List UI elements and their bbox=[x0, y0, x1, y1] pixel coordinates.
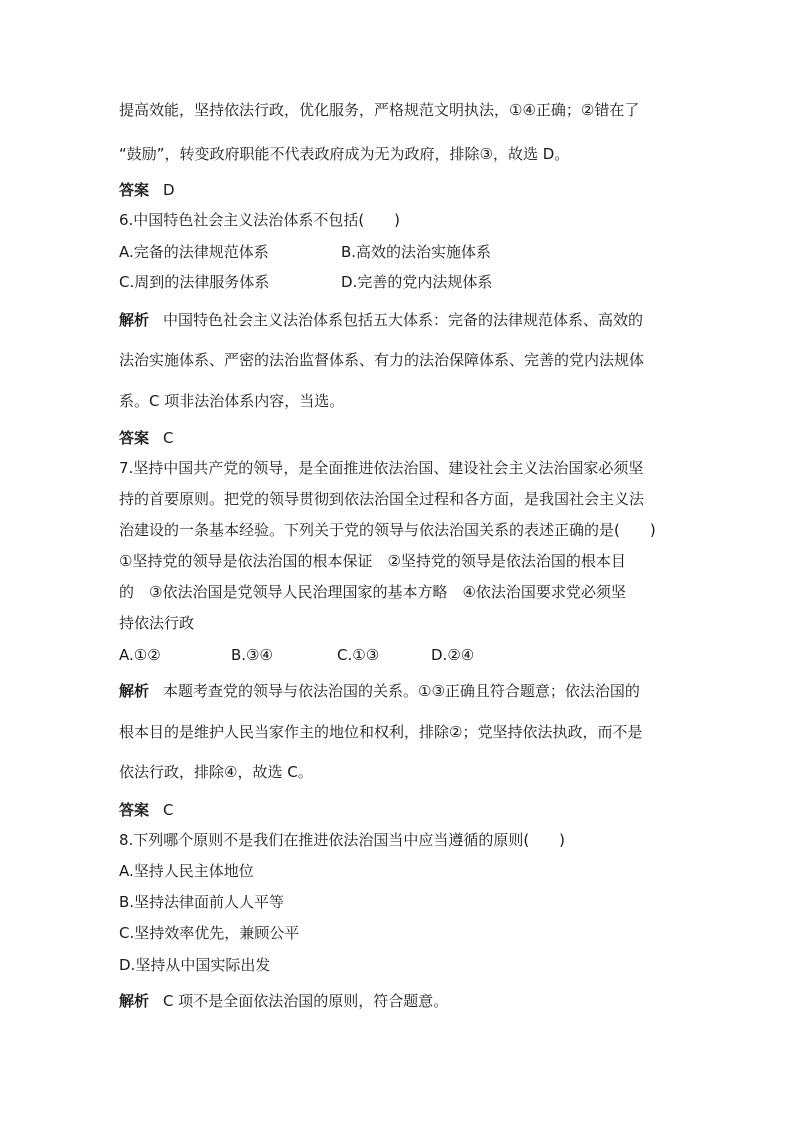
q7-analysis-line-3: 依法行政，排除④，故选 C。 bbox=[119, 763, 313, 781]
q7-analysis-line-2: 根本目的是维护人民当家作主的地位和权利，排除②；党坚持依法执政，而不是 bbox=[119, 723, 643, 741]
q7-stem-line-4: ①坚持党的领导是依法治国的根本保证 ②坚持党的领导是依法治国的根本目 bbox=[119, 552, 626, 570]
q8-analysis-text: C 项不是全面依法治国的原则，符合题意。 bbox=[163, 992, 449, 1010]
q6-option-a: A.完备的法律规范体系 bbox=[119, 243, 269, 261]
analysis-label: 解析 bbox=[119, 992, 150, 1010]
analysis-label: 解析 bbox=[119, 682, 150, 700]
q6-answer bbox=[119, 428, 174, 448]
q6-stem: 6.中国特色社会主义法治体系不包括( ) bbox=[119, 211, 401, 229]
answer-value: C bbox=[163, 429, 174, 447]
q7-option-a: A.①② bbox=[119, 646, 161, 664]
prev-analysis-line-1: 提高效能，坚持依法行政，优化服务，严格规范文明执法，①④正确；②错在了 bbox=[119, 101, 640, 119]
q8-option-c: C.坚持效率优先，兼顾公平 bbox=[119, 924, 300, 942]
q8-option-a: A.坚持人民主体地位 bbox=[119, 862, 254, 880]
q6-analysis-line-3: 系。C 项非法治体系内容，当选。 bbox=[119, 392, 345, 410]
q7-option-c: C.①③ bbox=[337, 646, 380, 664]
q7-options-row bbox=[119, 645, 474, 665]
q6-options-row-1 bbox=[119, 242, 491, 262]
q7-stem-line-2: 持的首要原则。把党的领导贯彻到依法治国全过程和各方面，是我国社会主义法 bbox=[119, 490, 645, 508]
q5-answer bbox=[119, 180, 175, 200]
q7-option-d: D.②④ bbox=[431, 646, 475, 664]
analysis-label: 解析 bbox=[119, 311, 150, 329]
answer-value: D bbox=[163, 181, 175, 199]
q6-option-d: D.完善的党内法规体系 bbox=[341, 273, 493, 291]
answer-label: 答案 bbox=[119, 801, 150, 819]
answer-label: 答案 bbox=[119, 429, 150, 447]
q6-analysis-line-1 bbox=[119, 310, 643, 330]
q6-option-b: B.高效的法治实施体系 bbox=[341, 243, 492, 261]
q7-stem-line-1: 7.坚持中国共产党的领导，是全面推进依法治国、建设社会主义法治国家必须坚 bbox=[119, 459, 644, 477]
q7-option-b: B.③④ bbox=[231, 646, 273, 664]
answer-value: C bbox=[163, 801, 174, 819]
q7-stem-line-3: 治建设的一条基本经验。下列关于党的领导与依法治国关系的表述正确的是( ) bbox=[119, 521, 656, 539]
q7-stem-line-5: 的 ③依法治国是党领导人民治理国家的基本方略 ④依法治国要求党必须坚 bbox=[119, 583, 626, 601]
q7-analysis-line-1 bbox=[119, 681, 640, 701]
q6-analysis-text: 中国特色社会主义法治体系包括五大体系：完备的法律规范体系、高效的 bbox=[163, 311, 644, 329]
q6-options-row-2 bbox=[119, 272, 492, 292]
q7-analysis-text: 本题考查党的领导与依法治国的关系。①③正确且符合题意；依法治国的 bbox=[163, 682, 640, 700]
q7-stem-line-6: 持依法行政 bbox=[119, 614, 195, 632]
prev-analysis-line-2: “鼓励”，转变政府职能不代表政府成为无为政府，排除③，故选 D。 bbox=[119, 145, 570, 163]
answer-label: 答案 bbox=[119, 181, 150, 199]
q8-option-d: D.坚持从中国实际出发 bbox=[119, 956, 271, 974]
q6-analysis-line-2: 法治实施体系、严密的法治监督体系、有力的法治保障体系、完善的党内法规体 bbox=[119, 351, 645, 369]
q8-option-b: B.坚持法律面前人人平等 bbox=[119, 893, 285, 911]
q8-stem: 8.下列哪个原则不是我们在推进依法治国当中应当遵循的原则( ) bbox=[119, 831, 566, 849]
q6-option-c: C.周到的法律服务体系 bbox=[119, 273, 270, 291]
q8-analysis bbox=[119, 991, 448, 1011]
q7-answer bbox=[119, 800, 174, 820]
